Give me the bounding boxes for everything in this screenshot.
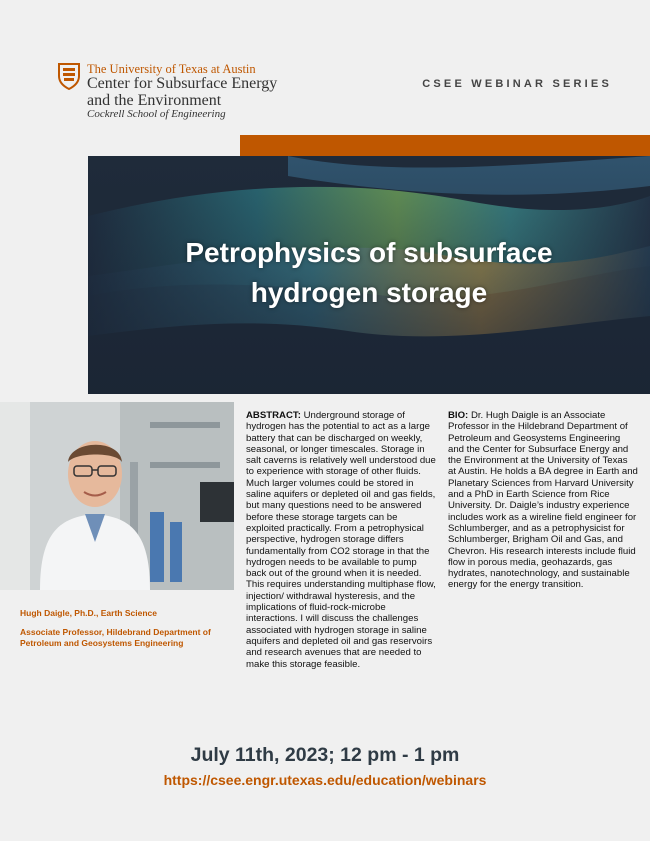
accent-bar — [240, 135, 650, 156]
abstract-section — [246, 410, 436, 670]
speaker-photo — [0, 402, 234, 590]
center-name-line1: Center for Subsurface Energy — [87, 75, 278, 92]
webinar-title: Petrophysics of subsurface hydrogen storage — [185, 237, 553, 308]
university-name: The University of Texas at Austin — [87, 62, 256, 76]
bio-section — [448, 410, 638, 591]
ut-shield-icon — [58, 62, 80, 90]
event-date: July 11th, 2023; 12 pm - 1 pm — [190, 744, 460, 766]
bio-label: BIO: — [448, 410, 469, 421]
bio-text: Dr. Hugh Daigle is an Associate Professor in the Hildebrand Department of Petroleum and Geosystems Engineering and the Center for Subsurface Energy and the Environment at the University of Texas at Austin. He holds a BA degree in Earth and Planetary Sciences from Harvard University and a PhD in Earth Science from Rice University. Dr. Daigle’s industry experience includes work as a wireline field engineer for Schlumberger, and as a petrophysicist for Schlumberger, Brigham Oil and Gas, and Chevron. His research interests include fluid flow in porous media, geohazards, gas hydrates, nanotechnology, and sustainable energy for the energy transition. — [448, 410, 638, 591]
speaker-position: Associate Professor, Hildebrand Department of Petroleum and Geosystems Engineering — [20, 627, 211, 648]
speaker-portrait-image — [0, 402, 234, 590]
header — [0, 0, 650, 135]
abstract-text: Underground storage of hydrogen has the potential to act as a large battery that can be discharged on weekly, seasonal, or longer timescales. Storage in salt caverns is relatively well understood due to experience with storage of other fluids. Much larger volumes could be stored in saline aquifers or depleted oil and gas fields, but many questions need to be answered before these storage targets can be exploited practically. From a petrophysical perspective, hydrogen storage differs fundamentally from CO2 storage in that the hydrogen needs to be available to pump back out of the ground when it is needed. This requires understanding multiphase flow, injection/ withdrawal hysteresis, and the implications of fluid-rock-microbe interactions. I will discuss the challenges associated with hydrogen storage in saline aquifers and depleted oil and gas reservoirs and research avenues that are needed to make this storage feasible. — [246, 410, 436, 670]
hero-banner — [88, 156, 650, 394]
school-name: Cockrell School of Engineering — [87, 108, 226, 120]
series-title: CSEE WEBINAR SERIES — [422, 78, 612, 90]
speaker-name: Hugh Daigle, Ph.D., Earth Science — [20, 608, 157, 618]
abstract-label: ABSTRACT: — [246, 410, 301, 421]
center-name-line2: and the Environment — [87, 92, 222, 109]
webinar-link[interactable]: https://csee.engr.utexas.edu/education/webinars — [163, 772, 487, 788]
